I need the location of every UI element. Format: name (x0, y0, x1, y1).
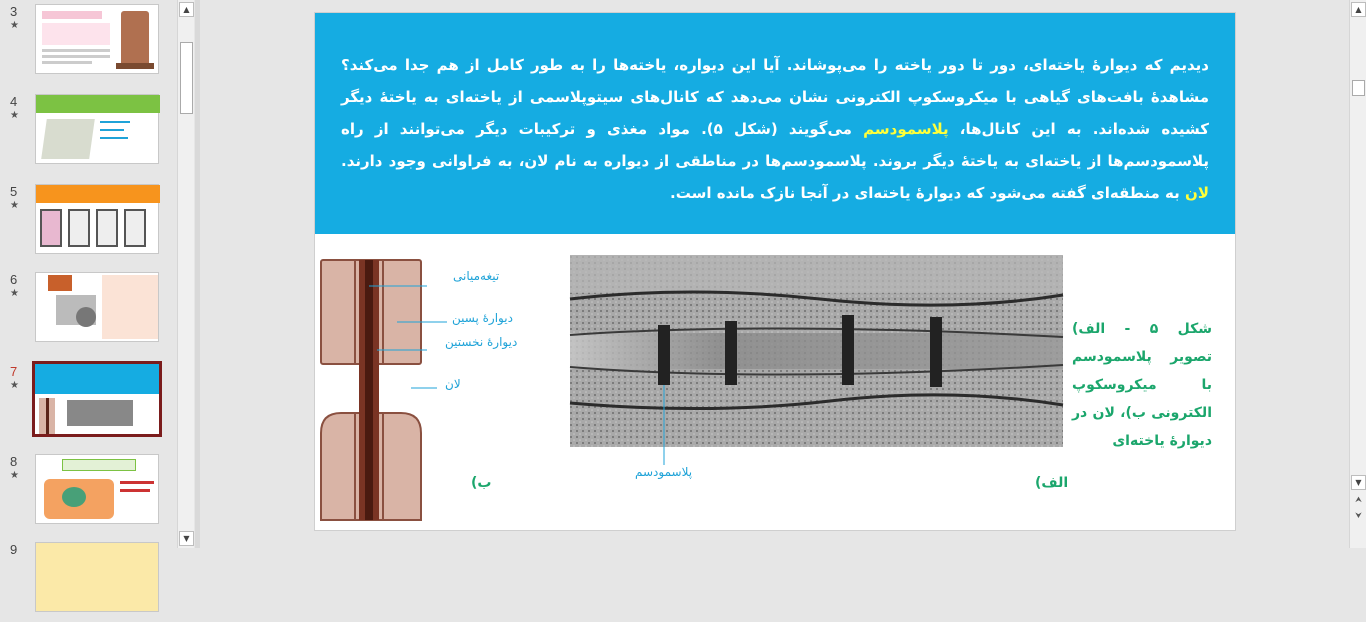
slide-number: 5 (10, 184, 18, 199)
animation-star-icon: ★ (10, 20, 19, 31)
term-pit: لان (1185, 184, 1209, 202)
body-paragraph (341, 49, 1209, 209)
slide-thumbnail-active[interactable] (32, 361, 162, 437)
scroll-up-button[interactable]: ▲ (1351, 2, 1366, 17)
animation-star-icon: ★ (10, 470, 19, 481)
slide-number: 9 (10, 542, 18, 557)
scrollbar-thumb[interactable] (1352, 80, 1365, 96)
thumbnail-row[interactable] (0, 94, 176, 174)
scroll-up-button[interactable]: ▲ (179, 2, 194, 17)
paragraph-text: دیدیم که دیوارۀ یاخته‌ای، دور تا دور یاخته را می‌پوشاند. آیا این دیواره، یاخته‌ها را به طور کامل از هم جدا می‌کند؟ مشاهدۀ بافت‌های گیاهی با میکروسکوپ الکترونی نشان می‌دهد که کانال‌های سیتوپلاسمی از یاخته‌ای به یاختۀ دیگر کشیده شده‌اند. به این کانال‌ها، (341, 56, 1209, 138)
thumbnail-row[interactable] (0, 454, 176, 534)
scroll-down-button[interactable]: ▼ (1351, 475, 1366, 490)
text-box[interactable] (315, 13, 1235, 234)
editor-scrollbar[interactable] (1349, 0, 1366, 548)
thumbnail-row[interactable] (0, 364, 176, 444)
slide-thumbnail[interactable] (35, 272, 159, 342)
slide-thumbnail[interactable] (35, 184, 159, 254)
plasmodesma-channel (725, 321, 737, 385)
label-primary-wall: دیوارهٔ نخستین (445, 335, 518, 349)
next-slide-button[interactable]: ⮟ (1355, 511, 1362, 520)
slide-thumbnail[interactable] (35, 94, 159, 164)
scrollbar-thumb[interactable] (180, 42, 193, 114)
plasmodesma-channel (658, 325, 670, 385)
term-plasmodesmata: پلاسمودسم (863, 120, 949, 138)
animation-star-icon: ★ (10, 200, 19, 211)
label-secondary-wall: دیوارهٔ پسین (452, 311, 513, 325)
figure-caption: شکل ۵ - الف) تصویر پلاسمودسم با میکروسکوپ الکترونی ب)، لان در دیوارۀ یاخته‌ای (1072, 321, 1213, 449)
thumbnail-row[interactable] (0, 4, 176, 84)
middle-lamella (365, 260, 373, 520)
slide-thumbnail[interactable] (35, 542, 159, 612)
slide-number: 8 (10, 454, 18, 469)
slide-number: 7 (10, 364, 18, 379)
slide-thumbnail[interactable] (35, 454, 159, 524)
subfigure-label-a: الف) (1035, 475, 1069, 491)
animation-star-icon: ★ (10, 288, 19, 299)
paragraph-text: به منطقه‌ای گفته می‌شود که دیوارۀ یاخته‌ای در آنجا نازک مانده است. (670, 184, 1186, 202)
plasmodesma-channel (930, 317, 942, 387)
slide-thumbnail[interactable] (35, 4, 159, 74)
scroll-down-button[interactable]: ▼ (179, 531, 194, 546)
thumbnail-row[interactable] (0, 542, 176, 622)
plasmodesma-channel (842, 315, 854, 385)
slide-thumbnail-pane (0, 0, 176, 557)
cell-wall-pit-diagram (315, 258, 525, 523)
animation-star-icon: ★ (10, 380, 19, 391)
subfigure-label-b: ب) (471, 475, 492, 491)
label-pit: لان (445, 377, 461, 391)
label-plasmodesmata: پلاسمودسم (635, 465, 693, 479)
slide-number: 3 (10, 4, 18, 19)
thumbnail-scrollbar[interactable] (177, 0, 194, 548)
electron-micrograph (570, 255, 1063, 447)
slide-canvas[interactable] (314, 12, 1236, 531)
slide-editor (200, 0, 1349, 548)
paragraph-text: می‌گویند (شکل ۵). مواد مغذی و ترکیبات دیگر می‌توانند از راه پلاسمودسم‌ها از یاخته‌ای به یاختۀ دیگر بروند. پلاسمودسم‌ها در مناطقی از دیواره به نام لان، به فراوانی وجود دارند. (341, 120, 1209, 170)
animation-star-icon: ★ (10, 110, 19, 121)
slide-number: 6 (10, 272, 18, 287)
slide-number: 4 (10, 94, 18, 109)
previous-slide-button[interactable]: ⮝ (1355, 495, 1362, 504)
thumbnail-row[interactable] (0, 184, 176, 264)
thumbnail-row[interactable] (0, 272, 176, 352)
label-middle-lamella: تیغه‌میانی (453, 269, 500, 283)
